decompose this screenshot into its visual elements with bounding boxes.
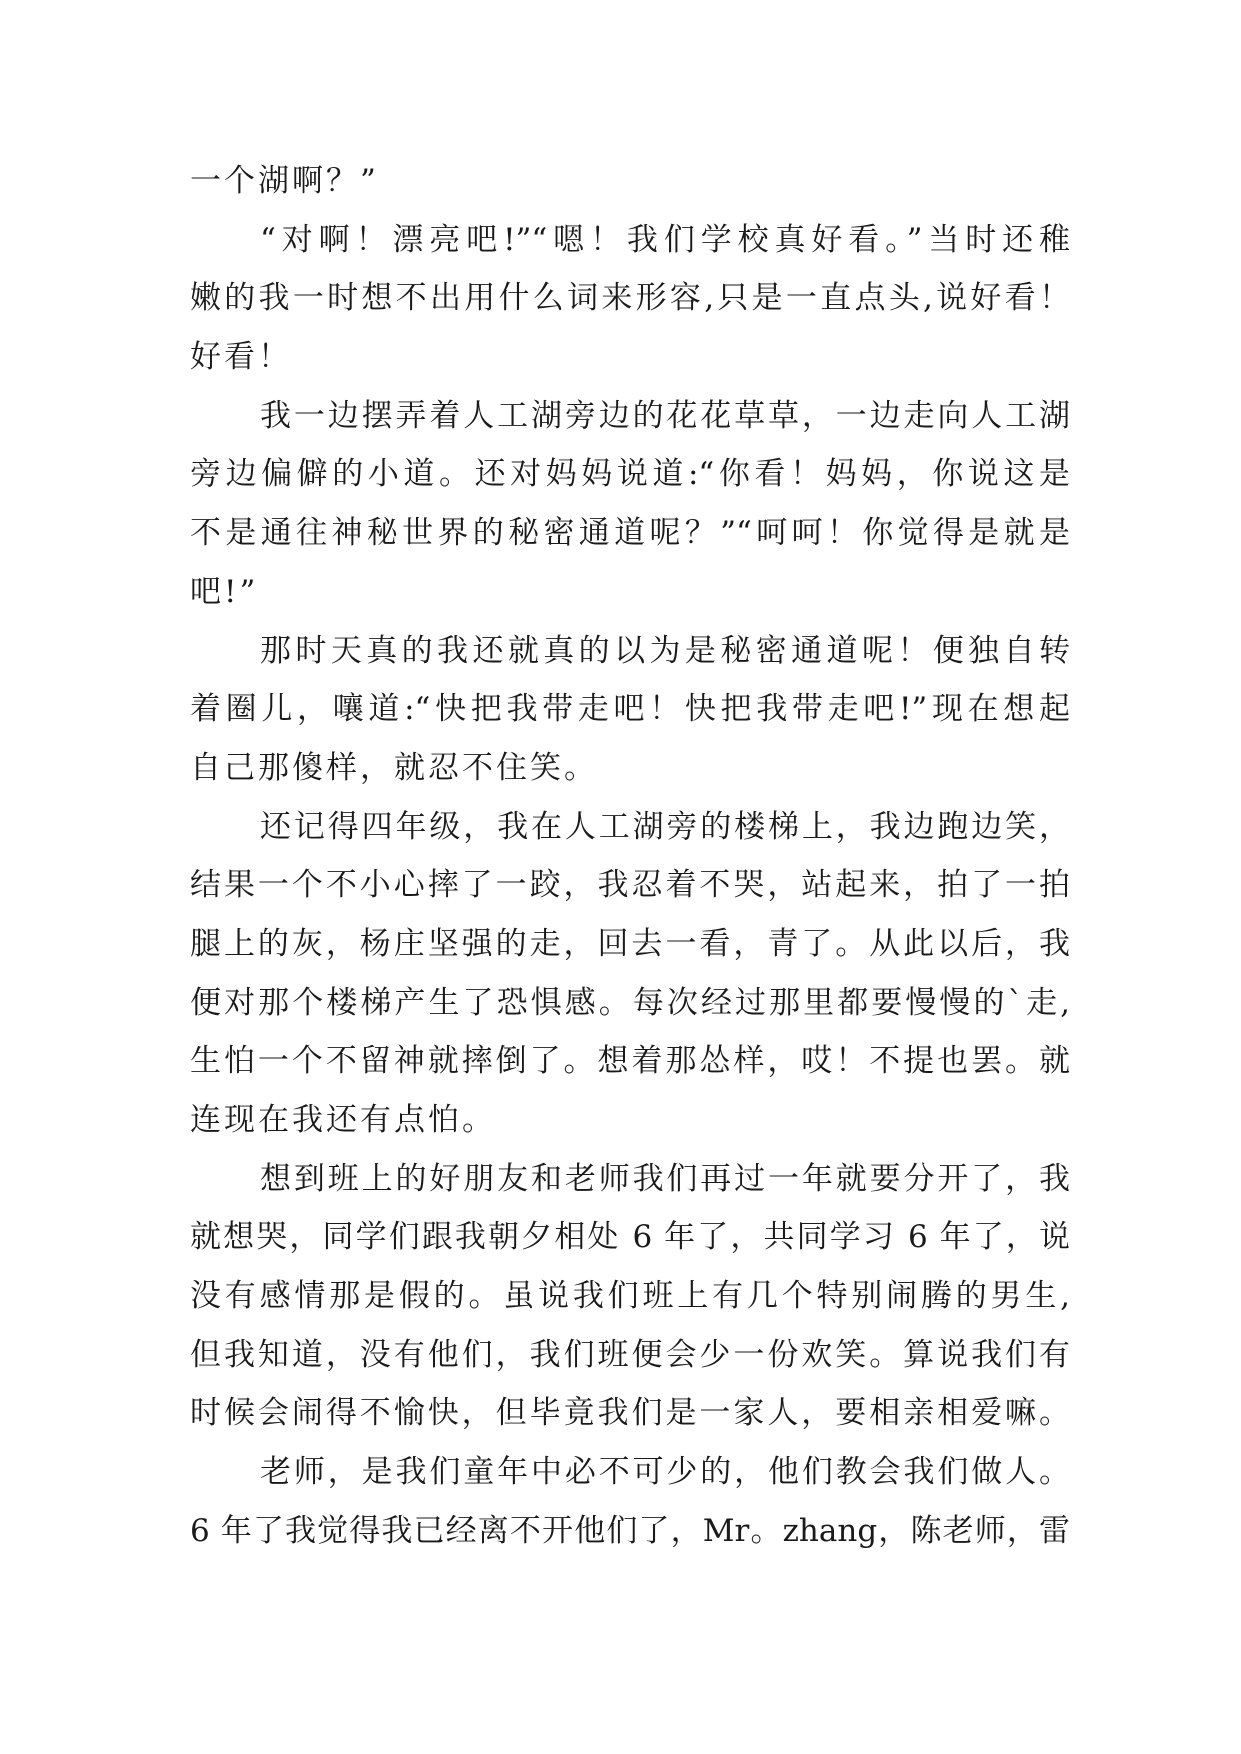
paragraph-first-line: 老师，是我们童年中必不可少的，他们教会我们做人。 (260, 1454, 1070, 1491)
text-line: 腿上的灰，杨庄坚强的走，回去一看，青了。从此以后，我 (190, 925, 1070, 962)
text-line: 时候会闹得不愉快，但毕竟我们是一家人，要相亲相爱嘛。 (190, 1395, 1070, 1432)
document-body-text (190, 152, 1070, 1561)
text-line: 连现在我还有点怕。 (190, 1102, 496, 1138)
text-line: 便对那个楼梯产生了恐惧感。每次经过那里都要慢慢的`走, (190, 984, 1070, 1021)
text-line: 旁边偏僻的小道。还对妈妈说道:“你看！妈妈，你说这是 (190, 456, 1070, 493)
paragraph-first-line: 想到班上的好朋友和老师我们再过一年就要分开了，我 (260, 1160, 1070, 1197)
text-line: 吧!” (190, 573, 259, 610)
text-line: 就想哭，同学们跟我朝夕相处 6 年了，共同学习 6 年了，说 (190, 1219, 1070, 1256)
text-line: 结果一个不小心摔了一跤，我忍着不哭，站起来，拍了一拍 (190, 867, 1070, 904)
paragraph-first-line: 那时天真的我还就真的以为是秘密通道呢！便独自转 (260, 632, 1070, 669)
text-line: 着圈儿，嚷道:“快把我带走吧！快把我带走吧!”现在想起 (190, 691, 1070, 728)
text-line: 不是通往神秘世界的秘密通道呢？”“呵呵！你觉得是就是 (190, 515, 1070, 552)
text-line: 但我知道，没有他们，我们班便会少一份欢笑。算说我们有 (190, 1336, 1070, 1373)
text-line: 生怕一个不留神就摔倒了。想着那怂样，哎！不提也罢。就 (190, 1043, 1070, 1080)
paragraph-first-line: “对啊！漂亮吧!”“嗯！我们学校真好看。”当时还稚 (260, 221, 1070, 258)
paragraph-first-line: 我一边摆弄着人工湖旁边的花花草草，一边走向人工湖 (260, 397, 1070, 434)
paragraph-first-line: 还记得四年级，我在人工湖旁的楼梯上，我边跑边笑， (260, 808, 1070, 845)
text-line: 好看！ (190, 339, 292, 376)
text-line: 没有感情那是假的。虽说我们班上有几个特别闹腾的男生, (190, 1278, 1070, 1315)
text-line: 6 年了我觉得我已经离不开他们了，Mr。zhang，陈老师，雷 (190, 1512, 1070, 1549)
text-line: 一个湖啊？” (190, 163, 379, 199)
text-line: 自己那傻样，就忍不住笑。 (190, 749, 598, 786)
text-line: 嫩的我一时想不出用什么词来形容,只是一直点头,说好看！ (190, 280, 1070, 317)
